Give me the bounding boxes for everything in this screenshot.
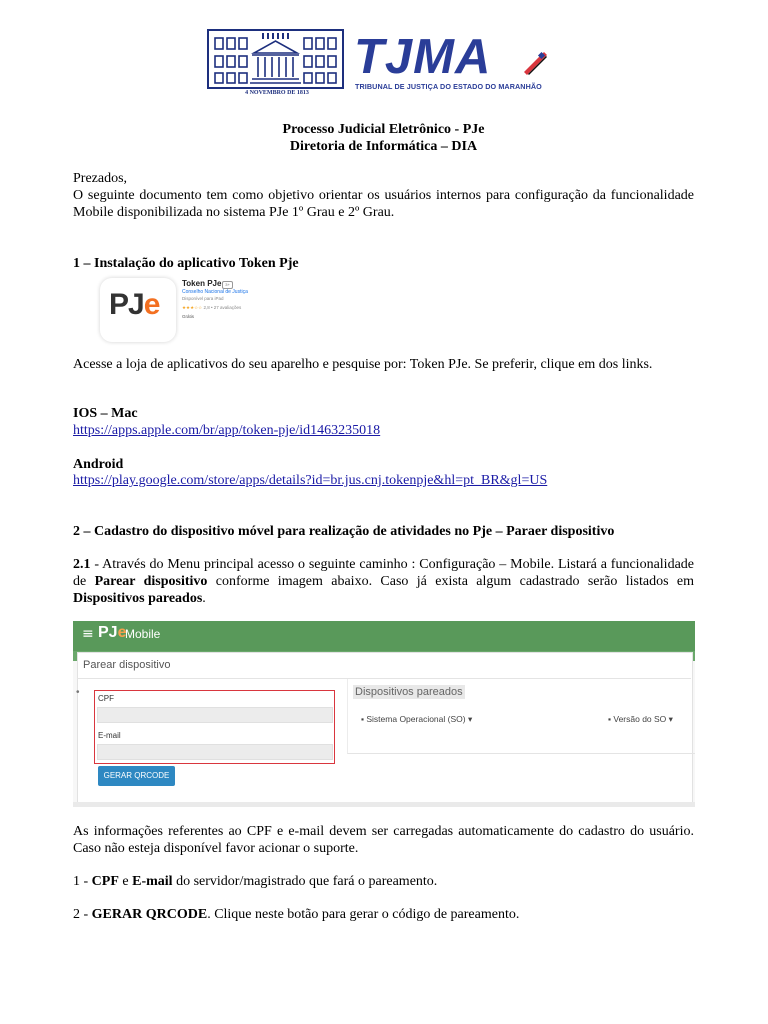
pje-small-logo	[98, 624, 126, 642]
intro-paragraph: O seguinte documento tem como objetivo orientar os usuários internos para configuração da funcionalidade Mobile disponibilizada no sistema PJe 1º Grau e 2º Grau.	[73, 188, 694, 220]
ios-label: IOS – Mac	[73, 406, 138, 421]
p1-text-a: - Através do Menu principal acesso o seguinte caminho : Configuração – Mobile. Listará a funcionalidade de	[73, 557, 694, 589]
p1-text-c: conforme imagem abaixo. Caso já exista algum cadastrado serão listados em	[207, 574, 694, 589]
logo-date: 4 NOVEMBRO DE 1813	[245, 90, 309, 96]
greeting: Prezados,	[73, 171, 128, 186]
app-card-subtitle: Disponível para iPad	[182, 296, 224, 301]
star-rating-icon: ★★★☆☆	[182, 305, 203, 310]
cpf-label: CPF	[98, 694, 114, 703]
age-rating-badge: 3+	[222, 281, 233, 289]
section1-heading: 1 – Instalação do aplicativo Token Pje	[73, 256, 299, 271]
sort-icon: ▾	[467, 714, 473, 724]
cpf-term: CPF	[91, 874, 119, 889]
ios-store-link[interactable]: https://apps.apple.com/br/app/token-pje/id1463235018	[73, 423, 381, 438]
shot-logo-e: e	[117, 624, 127, 641]
bullet-dot: •	[76, 687, 80, 698]
section2-paragraph-2: As informações referentes ao CPF e e-mail devem ser carregadas automaticamente do cadastro do usuário. Caso não esteja disponível favor acionar o suporte.	[73, 824, 694, 856]
section2-paragraph-1	[73, 556, 694, 607]
android-label: Android	[73, 457, 124, 472]
column-os-version-label: Versão do SO	[613, 714, 667, 724]
mobile-page-title: Mobile	[125, 627, 161, 641]
app-card-rating-text: 2,8 • 27 avaliações	[203, 305, 242, 310]
step-2-text: . Clique neste botão para gerar o código de pareamento.	[207, 907, 520, 922]
step-2	[73, 906, 519, 923]
cpf-input[interactable]	[97, 707, 333, 723]
step-2-number: 2 -	[73, 907, 92, 922]
tjma-building-logo	[207, 29, 344, 89]
android-store-link[interactable]: https://play.google.com/store/apps/details?id=br.jus.cnj.tokenpje&hl=pt_BR&gl=US	[73, 473, 548, 488]
device-form-highlight	[94, 690, 335, 764]
section1-instructions: Acesse a loja de aplicativos do seu aparelho e pesquise por: Token PJe. Se preferir, clique em dos links.	[73, 357, 653, 372]
document-title	[73, 121, 694, 155]
gerar-qrcode-button[interactable]: GERAR QRCODE	[98, 766, 175, 786]
email-label: E-mail	[98, 731, 121, 740]
section2-heading: 2 – Cadastro do dispositivo móvel para realização de atividades no Pje – Paraer dispositivo	[73, 524, 615, 539]
parear-dispositivo-term: Parear dispositivo	[94, 574, 208, 589]
shot-logo-p: PJ	[98, 624, 118, 641]
app-card-title: Token PJe	[182, 279, 222, 288]
step-number: 2.1	[73, 557, 91, 572]
sort-icon: ▾	[668, 714, 673, 724]
logo-tjma-text: TJMA	[354, 30, 492, 84]
step-1-and: e	[118, 874, 133, 889]
step-1-number: 1 -	[73, 874, 92, 889]
app-card-developer: Conselho Nacional de Justiça	[182, 289, 248, 295]
dispositivos-pareados-term: Dispositivos pareados	[73, 591, 203, 606]
column-os-version[interactable]: ▪ Versão do SO ▾	[608, 714, 673, 724]
app-card-rating	[182, 305, 241, 311]
title-line-2: Diretoria de Informática – DIA	[289, 139, 478, 154]
email-input[interactable]	[97, 744, 333, 760]
maranhao-flag-icon	[520, 48, 548, 76]
title-line-1: Processo Judicial Eletrônico - PJe	[282, 122, 485, 137]
gerar-qrcode-term: GERAR QRCODE	[91, 907, 208, 922]
step-1	[73, 873, 437, 890]
email-term: E-mail	[132, 874, 173, 889]
app-card-price: Grátis	[182, 314, 195, 319]
hamburger-menu-icon[interactable]: ≡	[82, 626, 94, 642]
step-1-text: do servidor/magistrado que fará o pareamento.	[172, 874, 438, 889]
paired-devices-title: Dispositivos pareados	[355, 686, 463, 698]
column-os[interactable]: ▪ Sistema Operacional (SO) ▾	[361, 714, 473, 724]
pje-mobile-screenshot	[73, 621, 695, 807]
pje-logo-p: PJ	[109, 288, 144, 321]
screenshot-bottom-edge	[73, 802, 695, 807]
column-os-label: Sistema Operacional (SO)	[366, 714, 466, 724]
parear-panel-title: Parear dispositivo	[83, 659, 171, 671]
pje-logo-e: e	[143, 288, 160, 321]
logo-subtitle: TRIBUNAL DE JUSTIÇA DO ESTADO DO MARANHÃO	[355, 82, 542, 91]
p1-text-e: .	[202, 591, 206, 606]
mobile-top-bar	[73, 621, 695, 651]
pje-app-logo	[109, 288, 159, 322]
